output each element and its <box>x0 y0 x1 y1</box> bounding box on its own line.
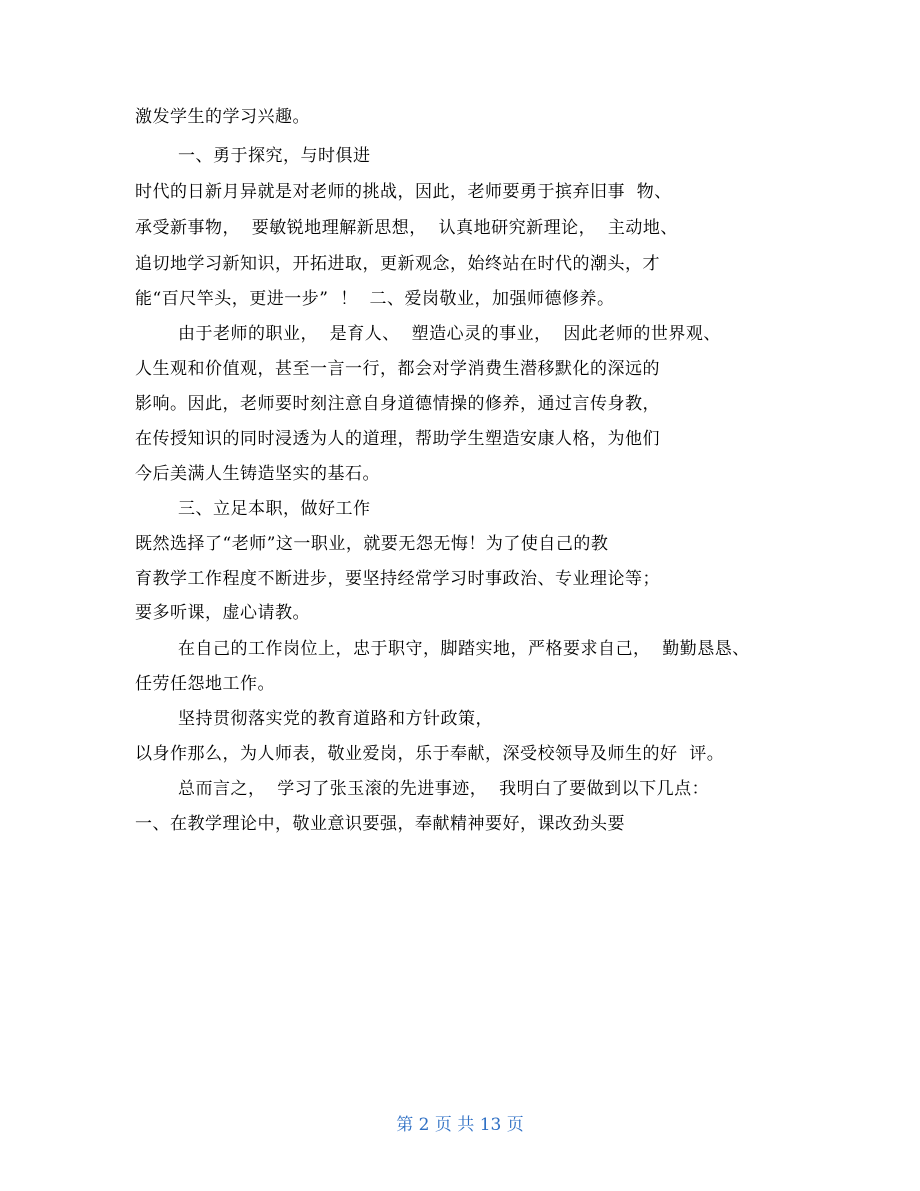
paragraph-line: 影响。因此，老师要时刻注意自身道德情操的修养，通过言传身教， <box>135 394 660 414</box>
paragraph-line: 人生观和价值观，甚至一言一行，都会对学消费生潜移默化的深远的 <box>135 359 660 379</box>
paragraph-line: 既然选择了“老师”这一职业，就要无怨无悔！为了使自己的教 <box>135 534 609 554</box>
paragraph-line: 以身作那么，为人师表，敬业爱岗，乐于奉献，深受校领导及师生的好 评。 <box>135 744 725 764</box>
paragraph-line: 由于老师的职业， 是育人、 塑造心灵的事业， 因此老师的世界观、 <box>178 324 721 344</box>
section-heading: 三、立足本职，做好工作 <box>178 499 371 519</box>
paragraph-line: 总而言之， 学习了张玉滚的先进事迹， 我明白了要做到以下几点： <box>178 779 710 799</box>
paragraph-line: 在自己的工作岗位上，忠于职守，脚踏实地，严格要求自己， 勤勤恳恳、 <box>178 639 750 659</box>
paragraph-line: 时代的日新月异就是对老师的挑战，因此，老师要勇于摈弃旧事 物、 <box>135 182 672 202</box>
paragraph-line: 今后美满人生铸造坚实的基石。 <box>135 464 380 484</box>
paragraph-line: 育教学工作程度不断进步，要坚持经常学习时事政治、专业理论等； <box>135 569 660 589</box>
paragraph-line: 在传授知识的同时浸透为人的道理，帮助学生塑造安康人格，为他们 <box>135 429 660 449</box>
paragraph-line: 激发学生的学习兴趣。 <box>135 107 310 127</box>
page-number-footer: 第 2 页 共 13 页 <box>396 1115 524 1135</box>
paragraph-line: 追切地学习新知识，开拓进取，更新观念，始终站在时代的潮头，才 <box>135 254 660 274</box>
section-heading: 一、勇于探究，与时俱进 <box>178 146 371 166</box>
paragraph-line: 一、在教学理论中，敬业意识要强，奉献精神要好，课改劲头要 <box>135 814 625 834</box>
paragraph-line: 要多听课，虚心请教。 <box>135 603 310 623</box>
paragraph-line: 能“百尺竿头，更进一步” ！ 二、爱岗敬业，加强师德修养。 <box>135 289 615 309</box>
paragraph-line: 任劳任怨地工作。 <box>135 674 275 694</box>
paragraph-line: 坚持贯彻落实党的教育道路和方针政策， <box>178 709 493 729</box>
paragraph-line: 承受新事物， 要敏锐地理解新思想， 认真地研究新理论， 主动地、 <box>135 218 678 238</box>
